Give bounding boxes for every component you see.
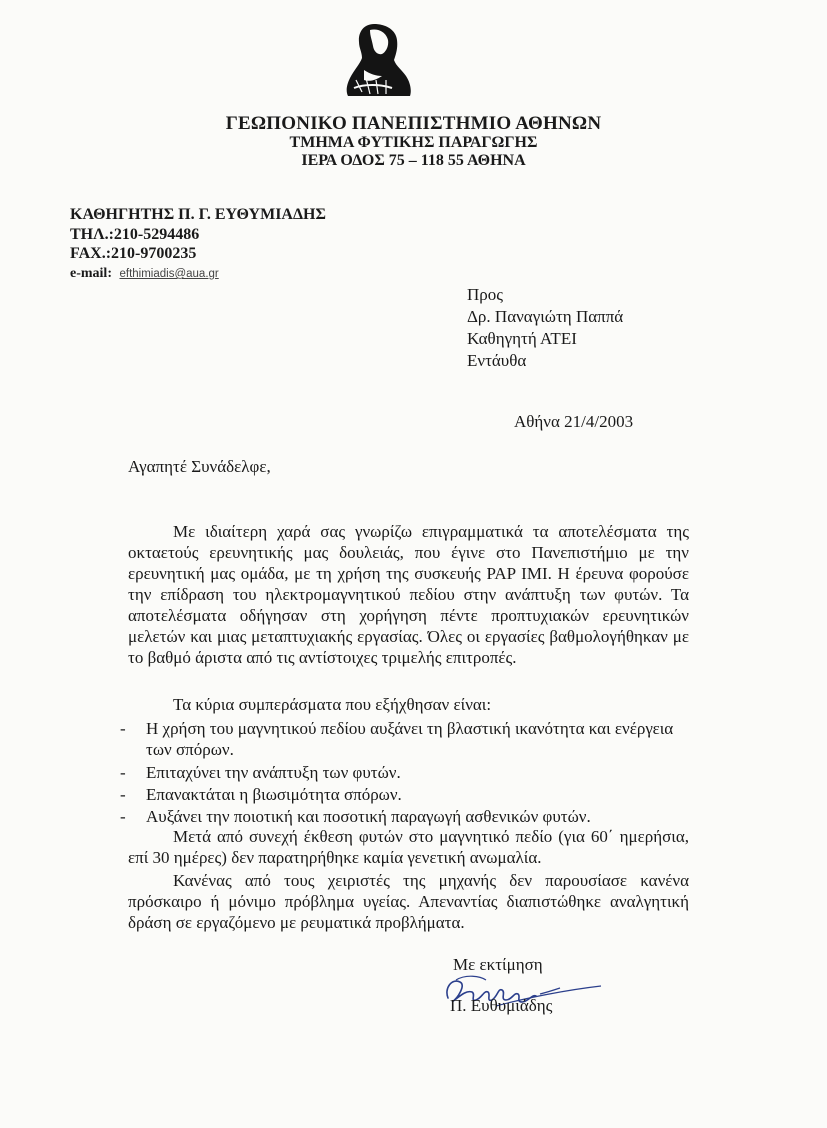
university-name: ΓΕΩΠΟΝΙΚΟ ΠΑΝΕΠΙΣΤΗΜΙΟ ΑΘΗΝΩΝ [225,113,602,134]
department-name: ΤΜΗΜΑ ΦΥΤΙΚΗΣ ΠΑΡΑΓΩΓΗΣ [289,134,538,151]
sender-fax: FAX.:210-9700235 [70,245,197,262]
letter-date: Αθήνα 21/4/2003 [514,412,634,431]
list-item [120,806,689,827]
paragraph-conclusions-intro: Τα κύρια συμπεράσματα που εξήχθησαν είναι: [173,695,492,714]
recipient-line-3: Καθηγητή ΑΤΕΙ [467,329,577,348]
sender-phone: ΤΗΛ.:210-5294486 [70,226,200,243]
list-item [120,784,689,805]
portrait-emblem-icon [340,18,420,98]
list-dash: - [120,807,126,826]
email-label: e-mail: [70,266,112,281]
list-item [120,718,689,760]
paragraph-operators: Κανένας από τους χειριστές της μηχανής δεν παρουσίασε κανένα πρόσκαιρο ή μόνιμο πρόβλημα υγείας. Απεναντίας διαπιστώθηκε αναλγητική δράση σε εργαζόμενο με ρευματικά προβλήματα. [128,871,689,932]
recipient-line-1: Προς [467,285,503,304]
list-item [120,762,689,783]
list-dash: - [120,785,126,804]
list-dash: - [120,719,126,738]
list-item-text: Επανακτάται η βιωσιμότητα σπόρων. [146,785,402,804]
list-dash: - [120,763,126,782]
list-item-text: Αυξάνει την ποιοτική και ποσοτική παραγωγή ασθενικών φυτών. [146,807,591,826]
recipient-line-4: Εντάυθα [467,351,527,370]
university-address: ΙΕΡΑ ΟΔΟΣ 75 – 118 55 ΑΘΗΝΑ [301,152,526,169]
recipient-line-2: Δρ. Παναγιώτη Παππά [467,307,624,326]
sender-name: ΚΑΘΗΓΗΤΗΣ Π. Γ. ΕΥΘΥΜΙΑΔΗΣ [70,206,326,223]
email-link[interactable]: efthimiadis@aua.gr [119,268,219,280]
list-item-text: Επιταχύνει την ανάπτυξη των φυτών. [146,763,401,782]
closing-salutation: Με εκτίμηση [453,955,543,974]
greeting: Αγαπητέ Συνάδελφε, [128,457,271,476]
signatory-name: Π. Ευθυμιάδης [450,996,553,1015]
list-item-text: Η χρήση του μαγνητικού πεδίου αυξάνει τη βλαστική ικανότητα και ενέργεια των σπόρων. [146,719,674,759]
sender-email-line [70,266,219,282]
paragraph-exposure: Μετά από συνεχή έκθεση φυτών στο μαγνητικό πεδίο (για 60΄ ημερήσια, επί 30 ημέρες) δεν παρατηρήθηκε καμία γενετική ανωμαλία. [128,827,689,867]
paragraph-results: Με ιδιαίτερη χαρά σας γνωρίζω επιγραμματικά τα αποτελέσματα της οκταετούς ερευνητικής μας δουλειάς, που έγινε στο Πανεπιστήμιο με την ερευνητική μας ομάδα, με τη χρήση της συσκευής PAP IMI. Η έρευνα φορούσε την επίδραση του ηλεκτρομαγνητικού πεδίου στην ανάπτυξη των φυτών. Τα αποτελέσματα οδήγησαν στη χορήγηση πέντε προπτυχιακών ερευνητικών μελετών και μιας μεταπτυχιακής εργασίας. Όλες οι εργασίες βαθμολογήθηκαν με το βαθμό άριστα από τις αντίστοιχες τριμελής επιτροπές. [128,522,689,667]
